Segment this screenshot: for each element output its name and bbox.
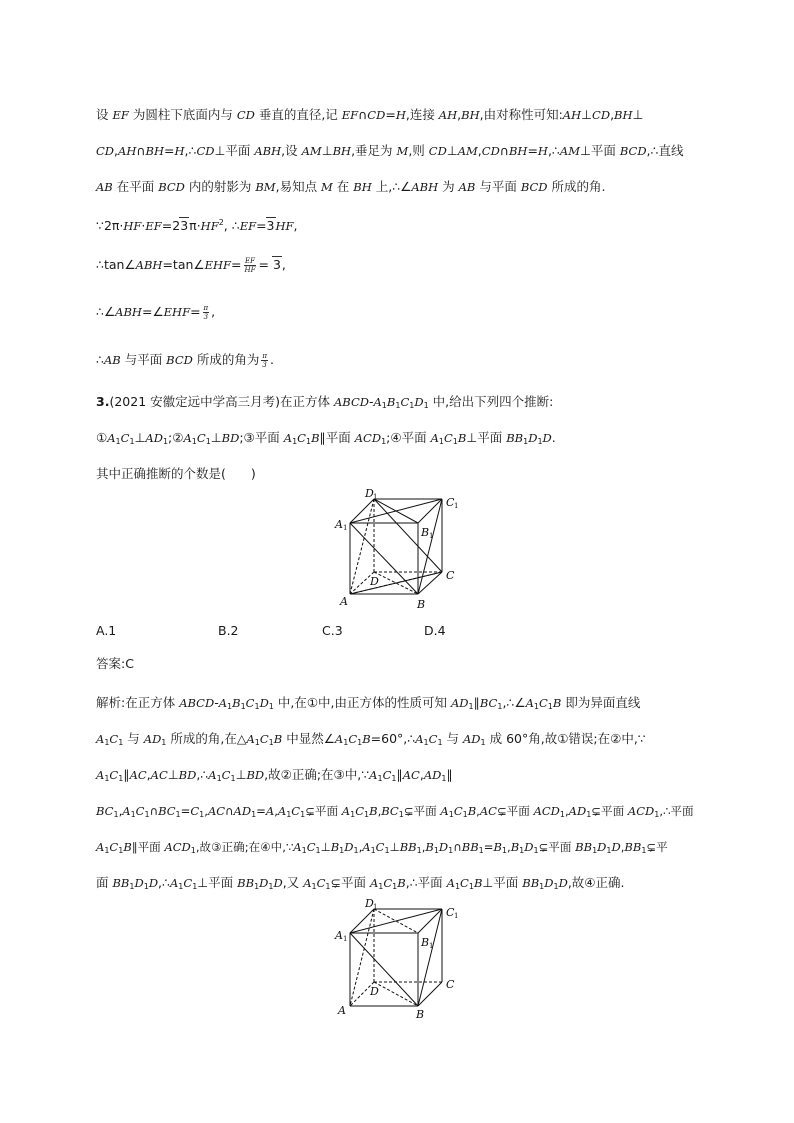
cube-figure-2 bbox=[326, 896, 466, 1022]
svg-text:1: 1 bbox=[454, 912, 459, 920]
svg-text:1: 1 bbox=[343, 524, 348, 532]
svg-text:1: 1 bbox=[373, 903, 378, 911]
analysis-line-5: $A_1C_1B\parallel$平面 $ACD_1$,故③正确;在④中$,\because A_1C_1\perp B_1D_1,A_1C_1\perp BB_1,B_1D_1\cap BB_1=B_1,B_1D_1⊊$平面 $BB_1D_1D,BB_1⊊$平 bbox=[96, 840, 668, 855]
label-B: B bbox=[416, 1008, 425, 1021]
solution-eq-2: ∴tan∠ABH=tan∠EHF= $\frac{EF}{HF}$ = 3, bbox=[96, 257, 286, 274]
label-B: B bbox=[417, 598, 426, 611]
label-A: A bbox=[340, 595, 348, 608]
label-B1: B bbox=[421, 936, 430, 949]
svg-text:1: 1 bbox=[429, 532, 434, 540]
solution-line-3: AB 在平面 BCD 内的射影为 BM,易知点 M 在 BH 上,∴∠ABH 为 AB 与平面 BCD 所成的角. bbox=[96, 179, 606, 194]
label-C: C bbox=[446, 978, 455, 991]
label-D1: D bbox=[365, 897, 374, 910]
option-d[interactable]: D.4 bbox=[424, 623, 446, 638]
label-D: D bbox=[370, 985, 379, 998]
solution-eq-4: ∴AB 与平面 BCD 所成的角为 $\frac{\pi}{3}$ . bbox=[96, 352, 274, 369]
question-inferences: $①A_1C_1\perp AD_1;②A_1C_1\perp BD;③$平面 $A_1C_1B\parallel$平面 $ACD_1;④$平面 $A_1C_1B\perp$平面 $BB_1D_1D$. bbox=[96, 430, 556, 446]
analysis-line-4: $BC_1,A_1C_1\cap BC_1=C_1,AC\cap AD_1=A,A_1C_1⊊$平面 $A_1C_1B,BC_1⊊$平面 $A_1C_1B,AC⊊$平面 $ACD_1,AD_1⊊$平面 $ACD_1,\therefore$平面 bbox=[96, 804, 694, 819]
analysis-line-2: $A_1C_1$ 与 $AD_1$ 所成的角,在$\triangle A_1C_1B$ 中显然$\angle A_1C_1B=60^\circ,\therefore A_1C_1$ 与 $AD_1$ 成 60°角,故①错误;在②中,∵ bbox=[96, 731, 646, 747]
solution-line-1: 设 EF 为圆柱下底面内与 CD 垂直的直径,记 EF∩CD=H,连接 AH,BH,由对称性可知:AH⊥CD,BH⊥ bbox=[96, 107, 644, 122]
solution-line-2: CD,AH∩BH=H,∴CD⊥平面 ABH,设 AM⊥BH,垂足为 M,则 CD⊥AM,CD∩BH=H,∴AM⊥平面 BCD,∴直线 bbox=[96, 143, 684, 158]
svg-text:1: 1 bbox=[343, 935, 348, 943]
option-c[interactable]: C.3 bbox=[322, 623, 343, 638]
solution-eq-1: $\because 2\pi\cdot HF\cdot EF=23\pi\cdot HF^2$, ∴EF=3HF, bbox=[96, 217, 298, 233]
analysis-line-6: 面 $BB_1D_1D,\therefore A_1C_1\perp$平面 $BB_1D_1D$,又 $A_1C_1⊊$平面 $A_1C_1B,\therefore$平面 $A_1C_1B\perp$平面 $BB_1D_1D$,故④正确. bbox=[96, 875, 625, 891]
label-C1: C bbox=[446, 906, 455, 919]
question-prompt: 其中正确推断的个数是( ) bbox=[96, 466, 256, 481]
answer: 答案:C bbox=[96, 656, 134, 671]
analysis-line-3: $A_1C_1\parallel AC,AC\perp BD,\therefore A_1C_1\perp BD$,故②正确;在③中$,\because A_1C_1\parallel AC,AD_1\parallel$ bbox=[96, 767, 453, 783]
label-D1: D bbox=[365, 488, 374, 500]
option-b[interactable]: B.2 bbox=[218, 623, 239, 638]
option-a[interactable]: A.1 bbox=[96, 623, 117, 638]
solution-eq-3: ∴∠ABH=∠EHF= $\frac{\pi}{3}$ , bbox=[96, 304, 216, 321]
cube-figure-1 bbox=[330, 488, 470, 614]
svg-text:1: 1 bbox=[454, 502, 459, 510]
question-header: 3.(2021 安徽定远中学高三月考)在正方体 ABCD-$A_1B_1C_1D_1$ 中,给出下列四个推断: bbox=[96, 394, 554, 410]
label-C: C bbox=[446, 569, 455, 582]
label-C1: C bbox=[446, 496, 455, 509]
label-A1: A bbox=[335, 929, 343, 942]
svg-text:1: 1 bbox=[373, 493, 378, 501]
svg-text:1: 1 bbox=[429, 942, 434, 950]
label-A: A bbox=[338, 1004, 346, 1017]
analysis-line-1: 解析:在正方体 ABCD-$A_1B_1C_1D_1$ 中,在①中,由正方体的性质可知 $AD_1\parallel BC_1,\therefore\angle A_1C_1B$ 即为异面直线 bbox=[96, 695, 641, 711]
label-D: D bbox=[370, 575, 379, 588]
label-B1: B bbox=[421, 526, 430, 539]
label-A1: A bbox=[335, 518, 343, 531]
